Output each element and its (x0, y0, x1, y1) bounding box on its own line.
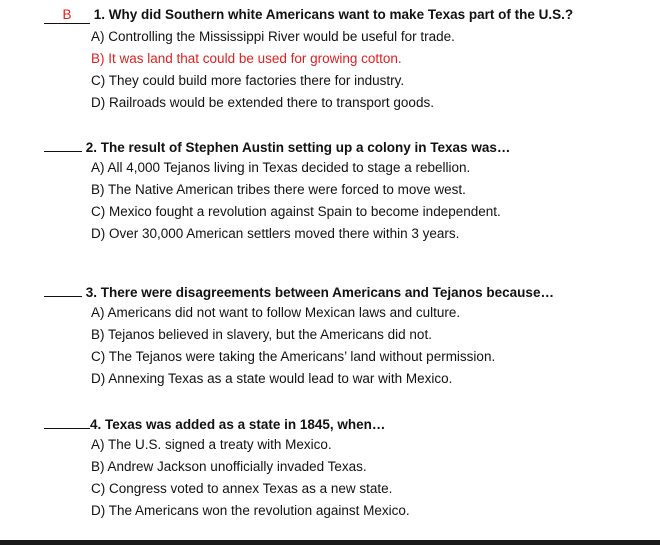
question-2-option-d[interactable]: D) Over 30,000 American settlers moved there within 3 years. (91, 226, 460, 241)
question-2 (44, 135, 654, 245)
question-3-option-c[interactable]: C) The Tejanos were taking the Americans’ land without permission. (91, 349, 496, 364)
answer-blank-3[interactable] (44, 280, 82, 297)
question-2-stem: 2. The result of Stephen Austin setting up a colony in Texas was… (85, 140, 511, 155)
question-1-line (44, 4, 654, 26)
question-1-option-a[interactable]: A) Controlling the Mississippi River would be useful for trade. (91, 29, 455, 44)
question-2-option-b[interactable]: B) The Native American tribes there were forced to move west. (91, 182, 466, 197)
answer-1: B (62, 7, 72, 22)
question-1 (44, 4, 654, 114)
question-4-option-b[interactable]: B) Andrew Jackson unofficially invaded Texas. (91, 459, 367, 474)
question-3-option-d[interactable]: D) Annexing Texas as a state would lead to war with Mexico. (91, 371, 453, 386)
question-3-stem: 3. There were disagreements between Americans and Tejanos because… (85, 285, 554, 300)
answer-blank-2[interactable] (44, 135, 82, 152)
question-1-option-d[interactable]: D) Railroads would be extended there to transport goods. (91, 95, 434, 110)
question-4-stem: 4. Texas was added as a state in 1845, when… (90, 417, 386, 432)
question-3-option-b[interactable]: B) Tejanos believed in slavery, but the Americans did not. (91, 327, 432, 342)
question-3-line (44, 280, 654, 302)
question-2-option-c[interactable]: C) Mexico fought a revolution against Spain to become independent. (91, 204, 501, 219)
question-4-option-d[interactable]: D) The Americans won the revolution against Mexico. (91, 503, 410, 518)
question-4-option-c[interactable]: C) Congress voted to annex Texas as a new state. (91, 481, 393, 496)
question-1-option-b-selected[interactable]: B) It was land that could be used for growing cotton. (91, 51, 402, 66)
question-1-stem: 1. Why did Southern white Americans want to make Texas part of the U.S.? (93, 7, 574, 22)
answer-blank-4[interactable] (44, 412, 90, 429)
question-4-option-a[interactable]: A) The U.S. signed a treaty with Mexico. (91, 437, 332, 452)
question-1-option-c[interactable]: C) They could build more factories there for industry. (91, 73, 405, 88)
question-3-option-a[interactable]: A) Americans did not want to follow Mexican laws and culture. (91, 305, 461, 320)
bottom-border (0, 540, 660, 545)
question-4 (44, 412, 654, 522)
question-2-option-a[interactable]: A) All 4,000 Tejanos living in Texas decided to stage a rebellion. (91, 160, 471, 175)
question-4-line (44, 412, 654, 434)
answer-blank-1[interactable] (44, 7, 90, 24)
question-3 (44, 280, 654, 390)
question-2-line (44, 135, 654, 157)
